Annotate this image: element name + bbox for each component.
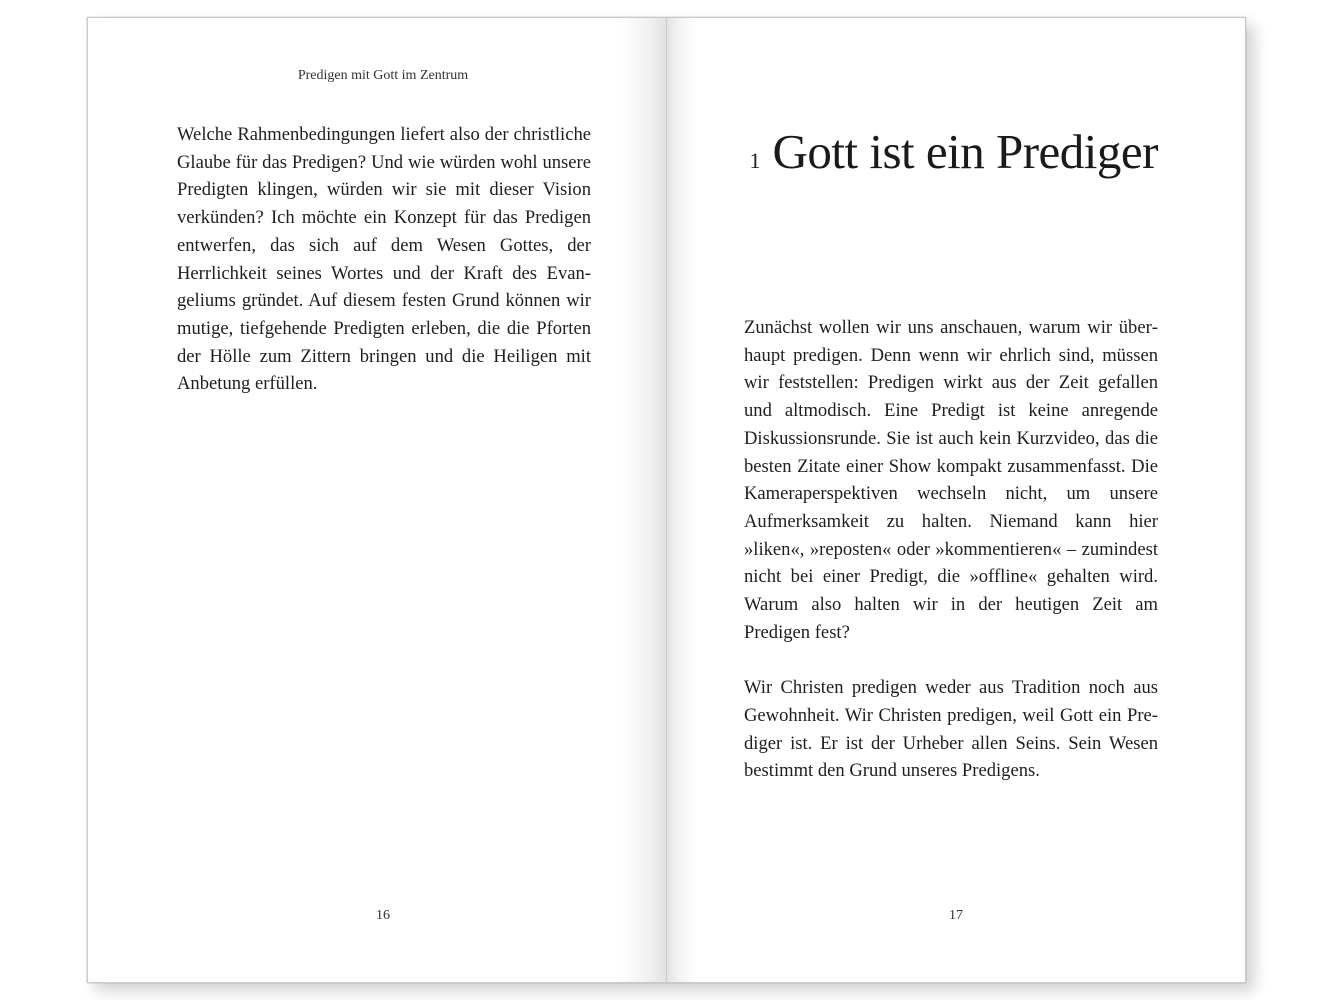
page-number-left: 16 bbox=[376, 908, 390, 923]
paragraph: Zunächst wollen wir uns anschauen, warum wir überhaupt predigen. Denn wenn wir ehrlich sind, müssen wir feststellen: Predigen wirkt aus der Zeit gefallen und altmodisch. Eine Predigt ist keine anregende Diskussionsrunde. Sie ist auch kein Kurzvideo, das die besten Zitate einer Show kompakt zusammenfasst. Die Kameraperspektiven wechseln nicht, um unsere Aufmerksamkeit zu halten. Niemand kann hier »liken«, »reposten« oder »kommentieren« – zumindest nicht bei einer Predigt, die »offline« gehalten wird. Warum also halten wir in der heutigen Zeit am Predigen fest? bbox=[744, 317, 1158, 643]
chapter-number: 1 bbox=[749, 148, 761, 173]
left-body-text bbox=[177, 121, 591, 398]
chapter-title: Gott ist ein Prediger bbox=[772, 124, 1158, 179]
page-number-right: 17 bbox=[949, 908, 963, 923]
paragraph: Welche Rahmenbedingungen liefert also der christliche Glaube für das Predigen? Und wie würden wohl unsere Predigten klingen, würden wir sie mit dieser Vision verkünden? Ich möchte ein Konzept für das Predigen entwerfen, das sich auf dem Wesen Gottes, der Herrlichkeit seines Wortes und der Kraft des Evangeliums gründet. Auf diesem festen Grund können wir mutige, tiefgehende Predigten erleben, die die Pforten der Hölle zum Zittern bringen und die Heiligen mit Anbetung erfüllen. bbox=[177, 124, 591, 395]
chapter-heading bbox=[744, 122, 1158, 182]
paragraph: Wir Christen predigen weder aus Tradition noch aus Gewohnheit. Wir Christen predigen, weil Gott ein Prediger ist. Er ist der Urheber allen Seins. Sein Wesen bestimmt den Grund unseres Predigens. bbox=[744, 677, 1158, 782]
book-spread bbox=[87, 17, 1246, 983]
right-body-text bbox=[744, 314, 1158, 785]
left-page bbox=[87, 17, 667, 983]
right-page bbox=[666, 17, 1246, 983]
running-head: Predigen mit Gott im Zentrum bbox=[297, 68, 469, 83]
